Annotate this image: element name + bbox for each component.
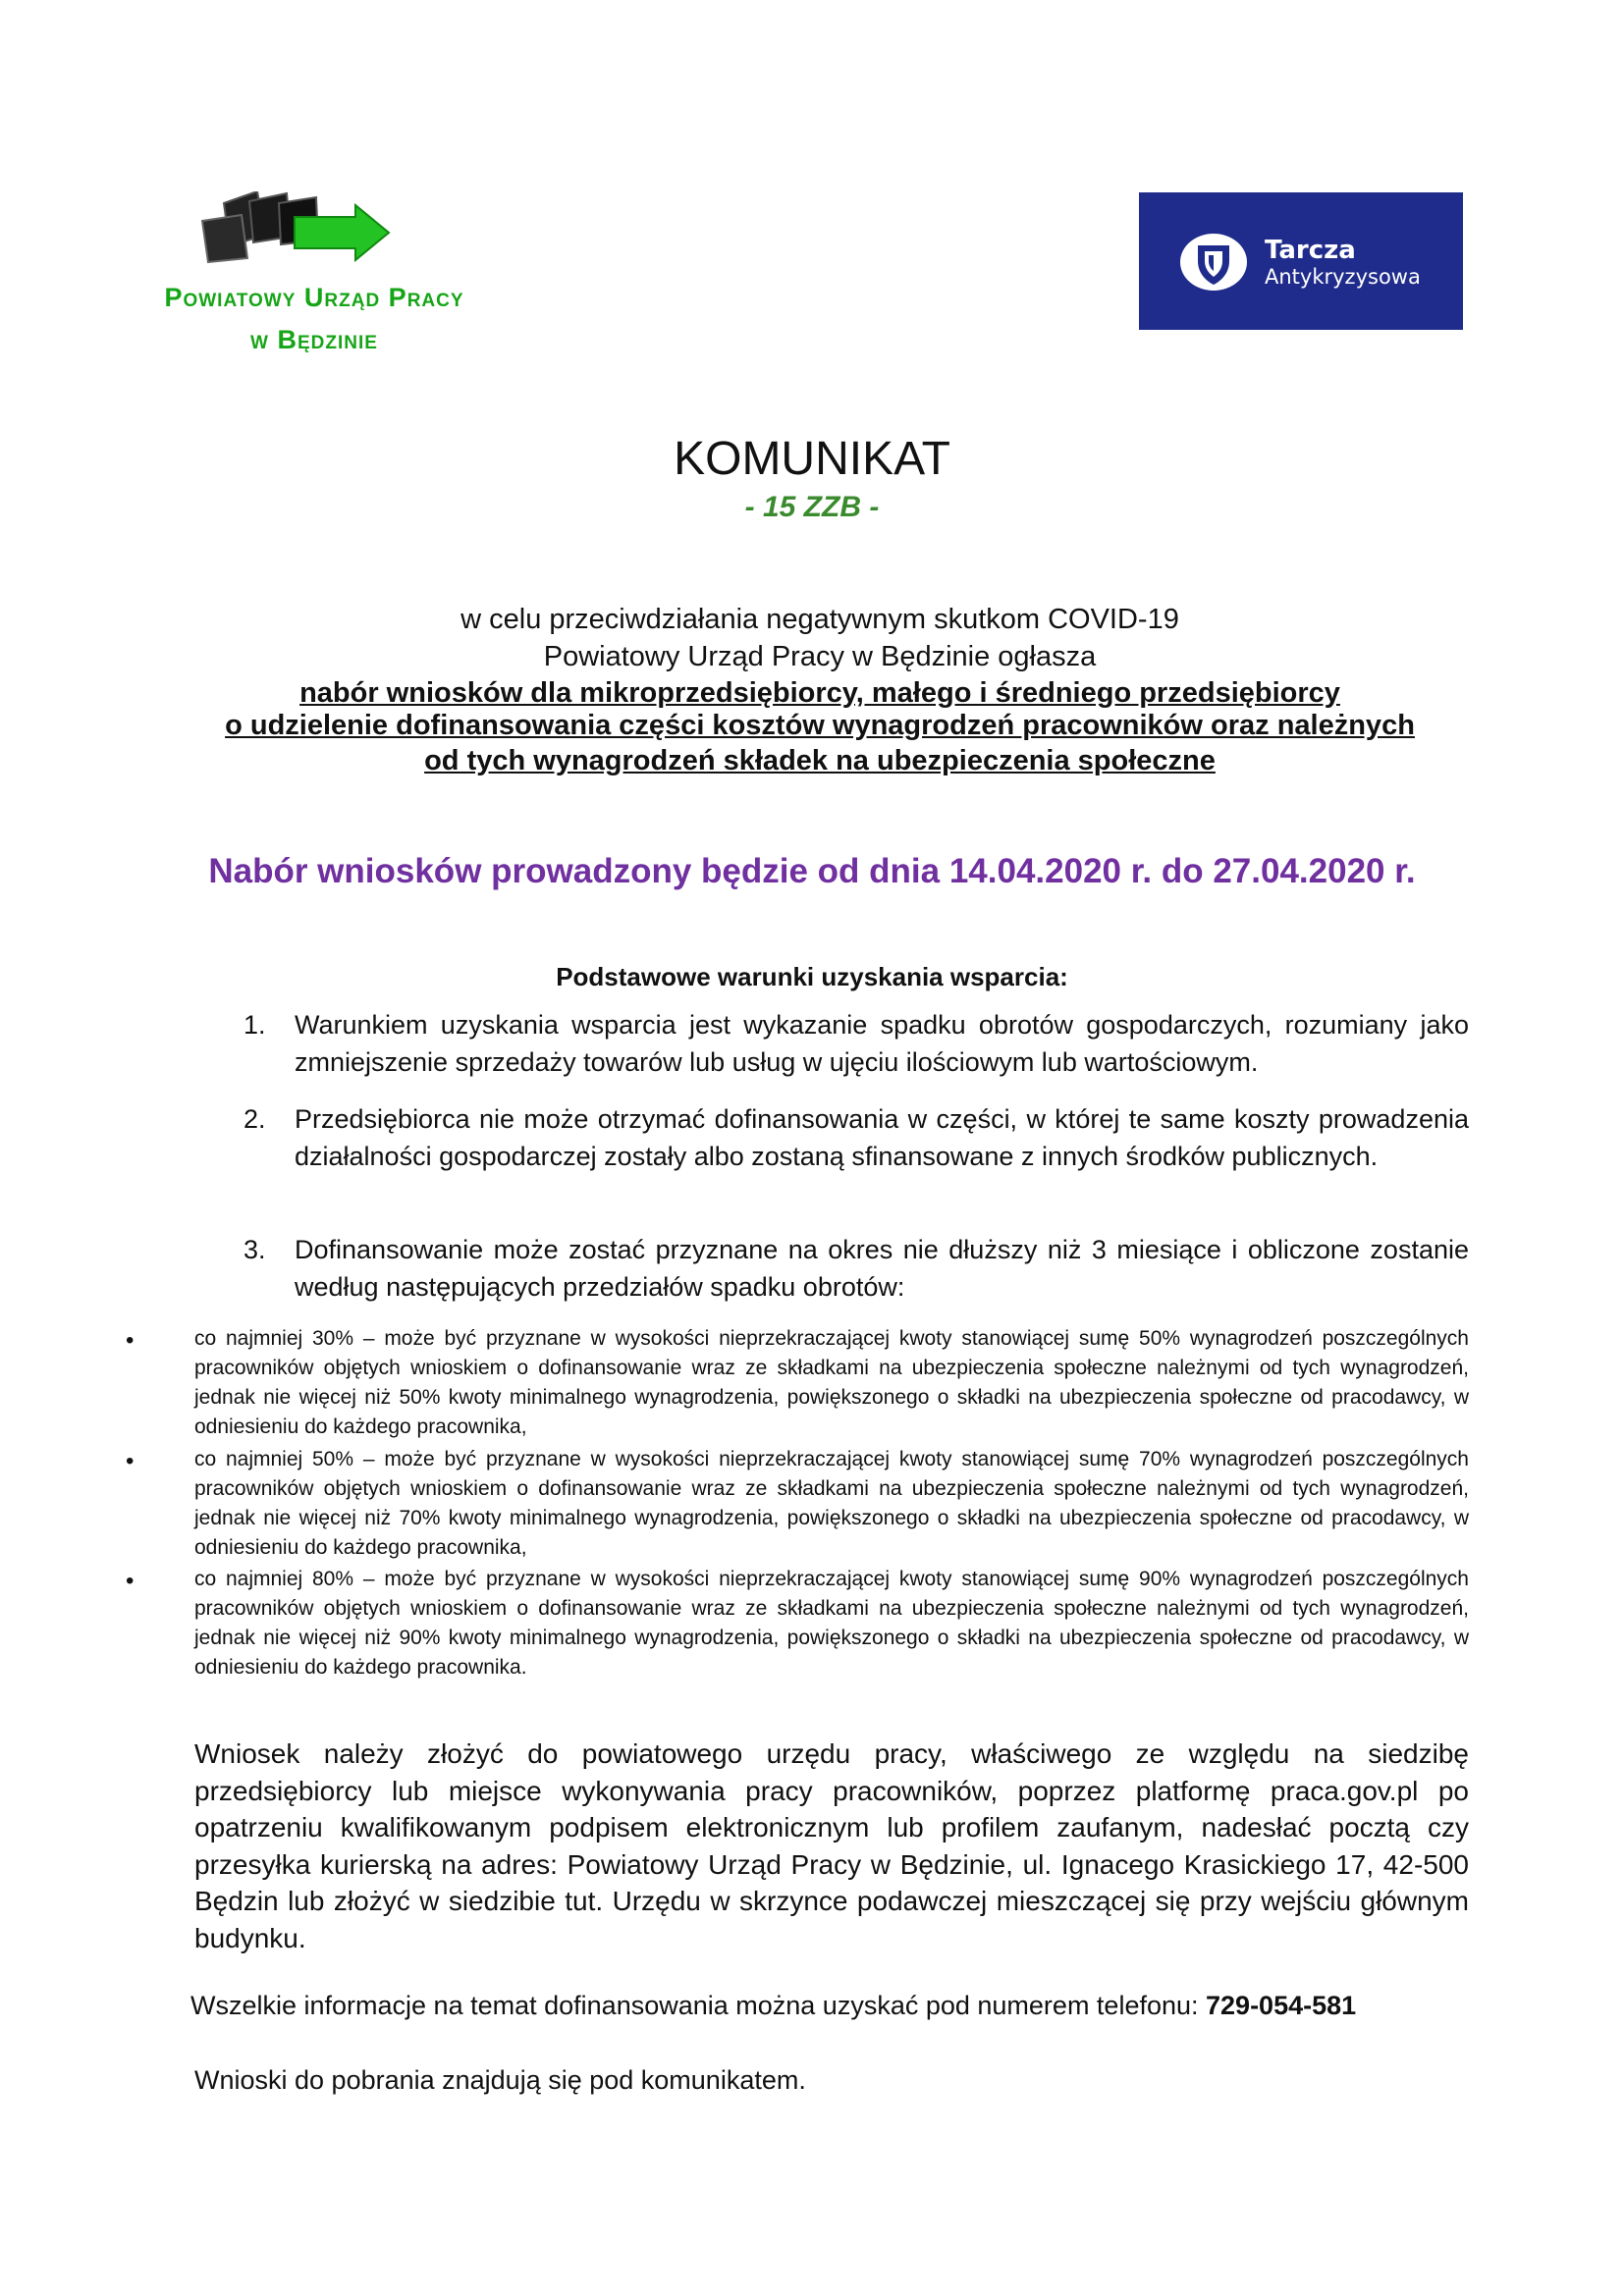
condition-item [244, 1100, 1469, 1175]
application-period: Nabór wniosków prowadzony będzie od dnia 14.04.2020 r. do 27.04.2020 r. [208, 852, 1416, 890]
download-note: Wnioski do pobrania znajdują się pod komunikatem. [194, 2065, 806, 2095]
intro-line-1: w celu przeciwdziałania negatywnym skutkom COVID-19 [460, 604, 1179, 635]
shield-icon [1178, 232, 1249, 293]
tarcza-logo [1139, 192, 1463, 330]
condition-item [244, 1231, 1469, 1306]
condition-number: 2. [244, 1104, 266, 1134]
bullet-dot-icon: • [126, 1327, 135, 1354]
intro-line-4: o udzielenie dofinansowania części kosztów wynagrodzeń pracowników oraz należnych [225, 710, 1415, 741]
intro-line-3: nabór wniosków dla mikroprzedsiębiorcy, małego i średniego przedsiębiorcy [299, 677, 1340, 709]
condition-text: Warunkiem uzyskania wsparcia jest wykazanie spadku obrotów gospodarczych, rozumiany jako zmniejszenie sprzedaży towarów lub usług w ujęciu ilościowym lub wartościowym. [295, 1010, 1469, 1077]
condition-number: 1. [244, 1010, 266, 1040]
org-name-line1: Powiatowy Urząd Pracy [164, 283, 464, 312]
tarcza-title: Tarcza [1265, 236, 1356, 265]
cards-arrow-icon [196, 191, 432, 270]
intro-line-5-wrap [177, 742, 1463, 779]
page-title: KOMUNIKAT [674, 433, 950, 485]
contact-phone: 729-054-581 [1206, 1991, 1357, 2020]
tarcza-subtitle: Antykryzysowa [1265, 265, 1421, 289]
condition-item [244, 1006, 1469, 1081]
intro-line-5: od tych wynagrodzeń składek na ubezpieczenia społeczne [424, 745, 1216, 776]
contact-line [190, 1991, 1487, 2021]
contact-text: Wszelkie informacje na temat dofinansowania można uzyskać pod numerem telefonu: [190, 1991, 1207, 2020]
page-subtitle: - 15 ZZB - [744, 491, 880, 523]
intro-line-2: Powiatowy Urząd Pracy w Będzinie ogłasza [543, 641, 1097, 672]
bullet-dot-icon: • [126, 1568, 135, 1594]
bullet-dot-icon: • [126, 1448, 135, 1474]
threshold-bullet: co najmniej 30% – może być przyznane w wysokości nieprzekraczającej kwoty stanowiącej sumę 50% wynagrodzeń poszczególnych pracowników objętych wnioskiem o dofinansowanie wraz ze składkami na ubezpieczenia społeczne należnymi od tych wynagrodzeń, jednak nie więcej niż 50% kwoty minimalnego wynagrodzenia, powiększonego o składki na ubezpieczenia społeczne od pracodawcy, w odniesieniu do każdego pracownika, [194, 1327, 1469, 1438]
conditions-heading: Podstawowe warunki uzyskania wsparcia: [556, 962, 1068, 991]
intro-line-4-wrap [177, 707, 1463, 744]
application-instructions: Wniosek należy złożyć do powiatowego urzędu pracy, właściwego ze względu na siedzibę przedsiębiorcy lub miejsce wykonywania pracy pracowników, poprzez platformę praca.gov.pl po opatrzeniu kwalifikowanym podpisem elektronicznym lub profilem zaufanym, nadesłać pocztą czy przesyłka kurierską na adres: Powiatowy Urząd Pracy w Będzinie, ul. Ignacego Krasickiego 17, 42-500 Będzin lub złożyć w siedzibie tut. Urzędu w skrzynce podawczej mieszczącej się przy wejściu głównym budynku. [194, 1738, 1469, 1953]
pup-logo [137, 191, 491, 368]
condition-number: 3. [244, 1235, 266, 1264]
threshold-bullet: co najmniej 80% – może być przyznane w wysokości nieprzekraczającej kwoty stanowiącej sumę 90% wynagrodzeń poszczególnych pracowników objętych wnioskiem o dofinansowanie wraz ze składkami na ubezpieczenia społeczne należnymi od tych wynagrodzeń, jednak nie więcej niż 90% kwoty minimalnego wynagrodzenia, powiększonego o składki na ubezpieczenia społeczne od pracodawcy, w odniesieniu do każdego pracownika. [194, 1568, 1469, 1679]
org-name-line2: w Będzinie [250, 325, 378, 354]
condition-text: Dofinansowanie może zostać przyznane na okres nie dłuższy niż 3 miesiące i obliczone zostanie według następujących przedziałów spadku obrotów: [295, 1235, 1469, 1302]
condition-text: Przedsiębiorca nie może otrzymać dofinansowania w części, w której te same koszty prowadzenia działalności gospodarczej zostały albo zostaną sfinansowane z innych środków publicznych. [295, 1104, 1469, 1171]
threshold-bullet: co najmniej 50% – może być przyznane w wysokości nieprzekraczającej kwoty stanowiącej sumę 70% wynagrodzeń poszczególnych pracowników objętych wnioskiem o dofinansowanie wraz ze składkami na ubezpieczenia społeczne należnymi od tych wynagrodzeń, jednak nie więcej niż 70% kwoty minimalnego wynagrodzenia, powiększonego o składki na ubezpieczenia społeczne od pracodawcy, w odniesieniu do każdego pracownika, [194, 1448, 1469, 1559]
